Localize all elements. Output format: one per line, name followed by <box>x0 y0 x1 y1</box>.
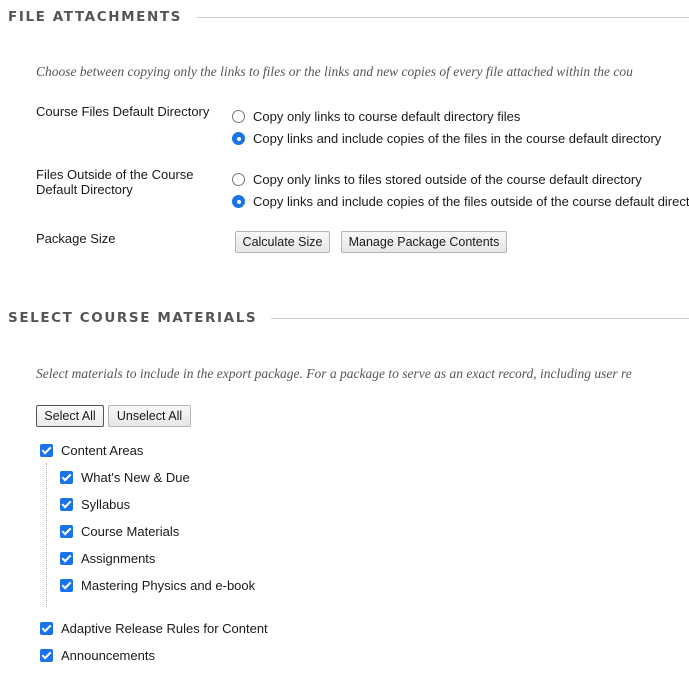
course-materials-header <box>8 308 689 328</box>
course-files-option-links-only[interactable] <box>232 109 520 124</box>
materials-item-course-materials[interactable] <box>60 524 179 539</box>
materials-item-adaptive-release-rules[interactable] <box>40 621 268 636</box>
course-materials-instructions: Select materials to include in the export package. For a package to serve as an exact record, including user re <box>36 366 632 381</box>
radio-button-selected[interactable] <box>232 132 245 145</box>
checkbox-checked[interactable] <box>60 525 73 538</box>
outside-files-label: Files Outside of the Course Default Directory <box>36 167 194 197</box>
file-attachments-header <box>8 7 689 27</box>
checkbox-label: Mastering Physics and e-book <box>81 578 256 593</box>
materials-item-announcements[interactable] <box>40 648 155 663</box>
unselect-all-button[interactable]: Unselect All <box>108 405 191 427</box>
course-files-option-links-and-copies[interactable] <box>232 131 661 146</box>
checkbox-checked[interactable] <box>40 622 53 635</box>
radio-label: Copy links and include copies of the files outside of the course default direct <box>253 194 689 209</box>
course-materials-title: SELECT COURSE MATERIALS <box>8 310 258 326</box>
package-size-label: Package Size <box>36 231 116 246</box>
course-files-label: Course Files Default Directory <box>36 104 210 119</box>
manage-package-contents-button[interactable]: Manage Package Contents <box>341 231 507 253</box>
radio-label: Copy only links to files stored outside of the course default directory <box>253 172 642 187</box>
checkbox-label: What's New & Due <box>81 470 190 485</box>
section-divider <box>196 17 689 18</box>
checkbox-checked[interactable] <box>60 579 73 592</box>
select-all-button[interactable]: Select All <box>36 405 104 427</box>
checkbox-checked[interactable] <box>60 471 73 484</box>
radio-label: Copy only links to course default directory files <box>253 109 521 124</box>
materials-item-assignments[interactable] <box>60 551 155 566</box>
calculate-size-button[interactable]: Calculate Size <box>235 231 330 253</box>
file-attachments-instructions: Choose between copying only the links to files or the links and new copies of every file attached within the cou <box>36 64 633 79</box>
radio-label: Copy links and include copies of the files in the course default directory <box>253 131 662 146</box>
checkbox-label: Assignments <box>81 551 156 566</box>
outside-files-option-links-only[interactable] <box>232 172 642 187</box>
radio-button[interactable] <box>232 173 245 186</box>
checkbox-label: Announcements <box>61 648 155 663</box>
section-divider <box>271 318 689 319</box>
outside-files-option-links-and-copies[interactable] <box>232 194 689 209</box>
checkbox-checked[interactable] <box>40 444 53 457</box>
radio-button[interactable] <box>232 110 245 123</box>
checkbox-checked[interactable] <box>60 498 73 511</box>
radio-button-selected[interactable] <box>232 195 245 208</box>
checkbox-label: Content Areas <box>61 443 144 458</box>
checkbox-checked[interactable] <box>60 552 73 565</box>
file-attachments-title: FILE ATTACHMENTS <box>8 9 182 25</box>
materials-item-mastering-physics[interactable] <box>60 578 255 593</box>
checkbox-label: Adaptive Release Rules for Content <box>61 621 268 636</box>
tree-connector <box>46 463 47 607</box>
checkbox-label: Syllabus <box>81 497 131 512</box>
checkbox-checked[interactable] <box>40 649 53 662</box>
materials-item-whats-new-due[interactable] <box>60 470 190 485</box>
materials-item-content-areas[interactable] <box>40 443 143 458</box>
materials-item-syllabus[interactable] <box>60 497 130 512</box>
checkbox-label: Course Materials <box>81 524 180 539</box>
